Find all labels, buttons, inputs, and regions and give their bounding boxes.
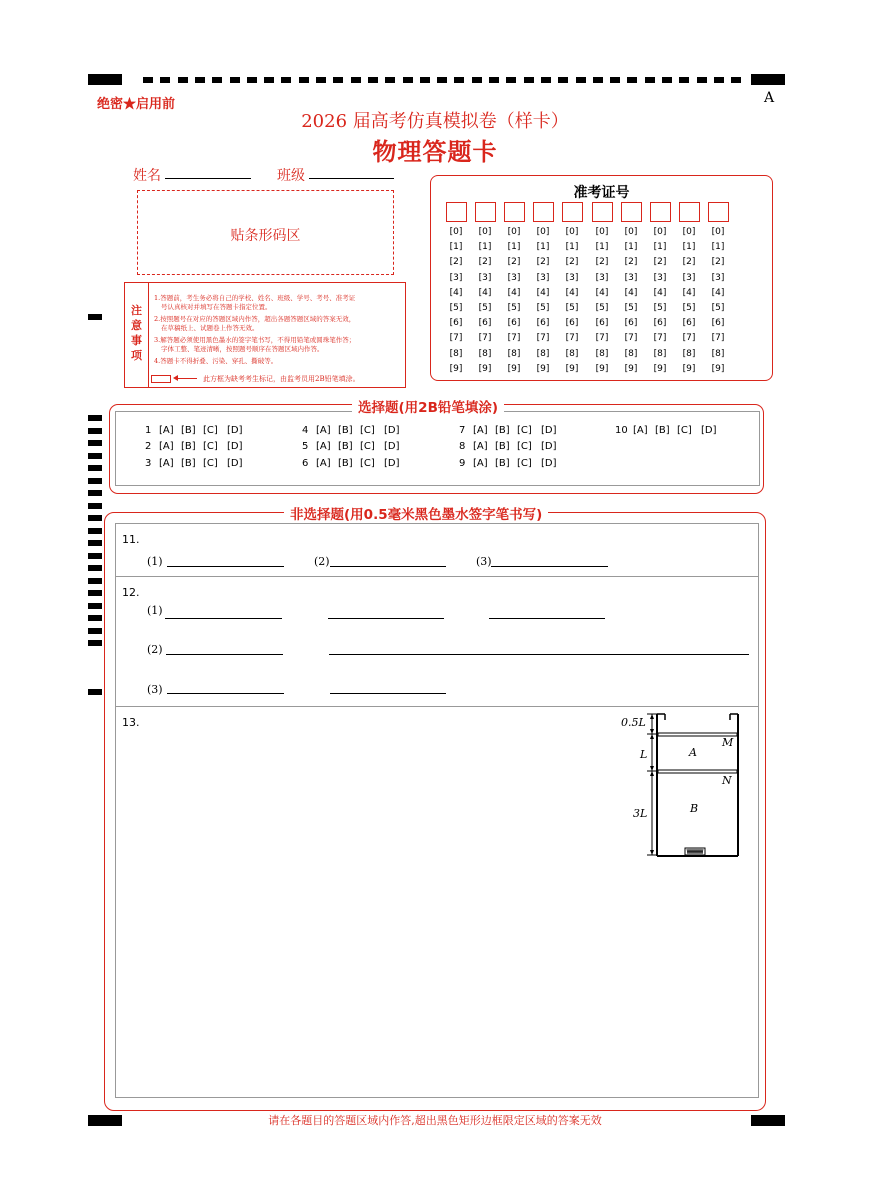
top-timing-mark bbox=[662, 77, 672, 83]
ticket-digit-bubble[interactable]: [8] bbox=[478, 348, 492, 359]
ticket-digit-bubble[interactable]: [2] bbox=[595, 257, 609, 268]
notice-line: 号认真核对并填写在答题卡指定位置。 bbox=[161, 303, 272, 311]
choice-option-bubble[interactable]: [C] bbox=[203, 458, 218, 469]
q12-part-1-answer-c[interactable] bbox=[489, 618, 605, 619]
choice-option-bubble[interactable]: [A] bbox=[473, 425, 488, 436]
choice-option-bubble[interactable]: [A] bbox=[159, 458, 174, 469]
ticket-digit-bubble[interactable]: [1] bbox=[595, 242, 609, 253]
choice-option-bubble[interactable]: [D] bbox=[227, 458, 243, 469]
ticket-digit-bubble[interactable]: [6] bbox=[565, 318, 579, 329]
top-timing-mark bbox=[489, 77, 499, 83]
choice-option-bubble[interactable]: [C] bbox=[203, 441, 218, 452]
ticket-digit-bubble[interactable]: [9] bbox=[653, 363, 667, 374]
ticket-digit-bubble[interactable]: [5] bbox=[507, 303, 521, 313]
ticket-digit-bubble[interactable]: [7] bbox=[624, 333, 638, 344]
choice-question-number: 1 bbox=[145, 425, 152, 436]
top-timing-mark bbox=[679, 77, 689, 83]
ticket-digit-bubble[interactable]: [9] bbox=[478, 363, 492, 374]
ticket-digit-bubble[interactable]: [7] bbox=[507, 333, 521, 344]
notice-heading bbox=[125, 283, 149, 387]
ticket-digit-bubble[interactable]: [3] bbox=[565, 272, 579, 283]
top-timing-mark bbox=[212, 77, 222, 83]
choice-question-number: 3 bbox=[145, 458, 152, 469]
choice-option-bubble[interactable]: [B] bbox=[338, 425, 353, 436]
ticket-digit-bubble[interactable]: [5] bbox=[449, 303, 463, 313]
q12-part-3-answer-a[interactable] bbox=[167, 693, 284, 694]
side-timing-mark bbox=[88, 314, 102, 320]
choice-question-number: 2 bbox=[145, 441, 152, 452]
notice-line: 字体工整、笔迹清晰，按照题号顺序在答题区域内作答。 bbox=[161, 345, 324, 353]
top-timing-mark bbox=[610, 77, 620, 83]
notice-line: 3.解答题必须使用黑色墨水的签字笔书写，不得用铅笔或圆珠笔作答； bbox=[154, 336, 356, 344]
ticket-digit-bubble[interactable]: [3] bbox=[682, 272, 696, 283]
choice-option-bubble[interactable]: [A] bbox=[473, 458, 488, 469]
choice-question-number: 5 bbox=[302, 441, 309, 452]
q11-part-2-label: (2) bbox=[314, 555, 330, 568]
ticket-digit-bubble[interactable]: [2] bbox=[449, 257, 463, 268]
name-field[interactable] bbox=[165, 178, 251, 179]
ticket-digit-bubble[interactable]: [6] bbox=[449, 318, 463, 329]
ticket-digit-bubble[interactable]: [1] bbox=[624, 242, 638, 253]
ticket-digit-bubble[interactable]: [1] bbox=[711, 242, 725, 253]
top-timing-mark bbox=[454, 77, 464, 83]
choice-question-number: 8 bbox=[459, 441, 466, 452]
choice-option-bubble[interactable]: [D] bbox=[227, 425, 243, 436]
q12-part-1-answer-a[interactable] bbox=[165, 618, 282, 619]
top-timing-mark bbox=[420, 77, 430, 83]
ticket-digit-bubble[interactable]: [9] bbox=[595, 363, 609, 374]
ticket-digit-bubble[interactable]: [4] bbox=[449, 287, 463, 298]
top-timing-mark bbox=[437, 77, 447, 83]
choice-question-number: 9 bbox=[459, 458, 466, 469]
side-timing-mark bbox=[88, 628, 102, 634]
footer-warning: 请在各题目的答题区域内作答,超出黑色矩形边框限定区域的答案无效 bbox=[268, 1114, 602, 1127]
class-label: 班级 bbox=[277, 168, 305, 184]
side-timing-mark bbox=[88, 453, 102, 459]
ticket-digit-box[interactable] bbox=[592, 202, 613, 222]
ticket-digit-bubble[interactable]: [8] bbox=[507, 348, 521, 359]
side-timing-mark bbox=[88, 440, 102, 446]
ticket-digit-bubble[interactable]: [6] bbox=[682, 318, 696, 329]
ticket-digit-bubble[interactable]: [8] bbox=[449, 348, 463, 359]
ticket-digit-bubble[interactable]: [2] bbox=[536, 257, 550, 268]
side-timing-mark bbox=[88, 553, 102, 559]
ticket-digit-box[interactable] bbox=[621, 202, 642, 222]
top-timing-mark bbox=[316, 77, 326, 83]
ticket-digit-bubble[interactable]: [4] bbox=[507, 287, 521, 298]
ticket-digit-bubble[interactable]: [2] bbox=[507, 257, 521, 268]
ticket-digit-bubble[interactable]: [2] bbox=[682, 257, 696, 268]
ticket-digit-bubble[interactable]: [6] bbox=[711, 318, 725, 329]
ticket-digit-bubble[interactable]: [2] bbox=[711, 257, 725, 268]
ticket-digit-bubble[interactable]: [8] bbox=[653, 348, 667, 359]
cylinder-diagram bbox=[615, 708, 755, 860]
ticket-digit-bubble[interactable]: [4] bbox=[711, 287, 725, 298]
top-timing-mark bbox=[576, 77, 586, 83]
notice-head-char: 事 bbox=[131, 334, 142, 347]
top-timing-mark bbox=[593, 77, 603, 83]
ticket-digit-bubble[interactable]: [9] bbox=[682, 363, 696, 374]
ticket-digit-bubble[interactable]: [7] bbox=[682, 333, 696, 344]
ticket-digit-bubble[interactable]: [3] bbox=[449, 272, 463, 283]
choice-option-bubble[interactable]: [A] bbox=[159, 441, 174, 452]
ticket-digit-bubble[interactable]: [1] bbox=[653, 242, 667, 253]
choice-option-bubble[interactable]: [B] bbox=[338, 441, 353, 452]
ticket-digit-bubble[interactable]: [9] bbox=[507, 363, 521, 374]
q12-part-2-answer-b[interactable] bbox=[329, 654, 749, 655]
ticket-digit-bubble[interactable]: [0] bbox=[711, 227, 725, 237]
side-timing-mark bbox=[88, 528, 102, 534]
ticket-digit-bubble[interactable]: [8] bbox=[536, 348, 550, 359]
choice-option-bubble[interactable]: [C] bbox=[517, 425, 532, 436]
choice-option-bubble[interactable]: [D] bbox=[384, 425, 400, 436]
choice-option-bubble[interactable]: [B] bbox=[655, 425, 670, 436]
top-timing-mark bbox=[178, 77, 188, 83]
notice-head-char: 注 bbox=[131, 304, 142, 317]
ticket-digit-box[interactable] bbox=[679, 202, 700, 222]
ticket-digit-bubble[interactable]: [0] bbox=[449, 227, 463, 237]
ticket-digit-bubble[interactable]: [1] bbox=[682, 242, 696, 253]
side-timing-mark bbox=[88, 478, 102, 484]
ticket-digit-bubble[interactable]: [9] bbox=[624, 363, 638, 374]
question-divider bbox=[115, 706, 759, 707]
choice-question-number: 6 bbox=[302, 458, 309, 469]
ticket-number-title: 准考证号 bbox=[573, 185, 630, 201]
ticket-digit-bubble[interactable]: [7] bbox=[653, 333, 667, 344]
top-timing-mark bbox=[731, 77, 741, 83]
ticket-digit-bubble[interactable]: [6] bbox=[595, 318, 609, 329]
choice-question-number: 10 bbox=[615, 425, 628, 436]
side-timing-mark bbox=[88, 590, 102, 596]
choice-option-bubble[interactable]: [B] bbox=[181, 441, 196, 452]
choice-option-bubble[interactable]: [D] bbox=[384, 458, 400, 469]
choice-option-bubble[interactable]: [B] bbox=[495, 458, 510, 469]
top-timing-mark bbox=[403, 77, 413, 83]
side-timing-mark bbox=[88, 689, 102, 695]
notice-line: 在草稿纸上、试题卷上作答无效。 bbox=[161, 324, 259, 332]
ticket-digit-bubble[interactable]: [3] bbox=[536, 272, 550, 283]
choice-option-bubble[interactable]: [C] bbox=[360, 425, 375, 436]
q12-part-3-label: (3) bbox=[147, 683, 163, 696]
top-timing-mark bbox=[264, 77, 274, 83]
ticket-digit-bubble[interactable]: [1] bbox=[565, 242, 579, 253]
ticket-digit-bubble[interactable]: [0] bbox=[565, 227, 579, 237]
ticket-digit-bubble[interactable]: [5] bbox=[711, 303, 725, 313]
q12-part-2-answer-a[interactable] bbox=[166, 654, 283, 655]
ticket-digit-bubble[interactable]: [1] bbox=[536, 242, 550, 253]
open-section-title: 非选择题(用0.5毫米黑色墨水签字笔书写) bbox=[284, 503, 548, 523]
ticket-digit-bubble[interactable]: [5] bbox=[624, 303, 638, 313]
choice-option-bubble[interactable]: [A] bbox=[473, 441, 488, 452]
side-timing-mark bbox=[88, 465, 102, 471]
choice-option-bubble[interactable]: [D] bbox=[541, 441, 557, 452]
q12-part-1-answer-b[interactable] bbox=[328, 618, 444, 619]
barcode-label: 贴条形码区 bbox=[230, 228, 301, 244]
ticket-digit-bubble[interactable]: [7] bbox=[711, 333, 725, 344]
ticket-digit-box[interactable] bbox=[533, 202, 554, 222]
ticket-digit-bubble[interactable]: [8] bbox=[565, 348, 579, 359]
ticket-digit-bubble[interactable]: [0] bbox=[653, 227, 667, 237]
ticket-digit-bubble[interactable]: [6] bbox=[653, 318, 667, 329]
notice-head-char: 意 bbox=[131, 319, 142, 332]
absent-note: 此方框为缺考考生标记，由监考员用2B铅笔填涂。 bbox=[203, 375, 360, 383]
top-timing-mark bbox=[351, 77, 361, 83]
choice-option-bubble[interactable]: [B] bbox=[495, 425, 510, 436]
figure-label-bottom: 3L bbox=[633, 807, 648, 820]
q12-part-1-label: (1) bbox=[147, 604, 163, 617]
ticket-digit-bubble[interactable]: [4] bbox=[536, 287, 550, 298]
top-timing-mark bbox=[558, 77, 568, 83]
ticket-digit-bubble[interactable]: [2] bbox=[565, 257, 579, 268]
choice-option-bubble[interactable]: [C] bbox=[360, 458, 375, 469]
side-timing-mark bbox=[88, 615, 102, 621]
choice-option-bubble[interactable]: [D] bbox=[701, 425, 717, 436]
top-timing-mark bbox=[627, 77, 637, 83]
choice-option-bubble[interactable]: [B] bbox=[181, 425, 196, 436]
q11-part-3-label: (3) bbox=[476, 555, 492, 568]
choice-option-bubble[interactable]: [A] bbox=[316, 425, 331, 436]
choice-option-bubble[interactable]: [A] bbox=[159, 425, 174, 436]
ticket-digit-bubble[interactable]: [4] bbox=[595, 287, 609, 298]
side-timing-mark bbox=[88, 503, 102, 509]
ticket-digit-bubble[interactable]: [9] bbox=[449, 363, 463, 374]
notice-line: 1.答题前，考生务必将自己的学校、姓名、班级、学号、考号、准考证 bbox=[154, 294, 356, 302]
side-timing-mark bbox=[88, 428, 102, 434]
ticket-digit-bubble[interactable]: [7] bbox=[536, 333, 550, 344]
ticket-digit-bubble[interactable]: [1] bbox=[449, 242, 463, 253]
choice-option-bubble[interactable]: [D] bbox=[384, 441, 400, 452]
paper-type-letter: A bbox=[764, 90, 775, 106]
ticket-digit-bubble[interactable]: [5] bbox=[565, 303, 579, 313]
top-timing-mark bbox=[385, 77, 395, 83]
ticket-digit-bubble[interactable]: [4] bbox=[653, 287, 667, 298]
ticket-digit-box[interactable] bbox=[446, 202, 467, 222]
ticket-digit-bubble[interactable]: [3] bbox=[653, 272, 667, 283]
ticket-digit-box[interactable] bbox=[708, 202, 729, 222]
ticket-digit-box[interactable] bbox=[504, 202, 525, 222]
ticket-digit-bubble[interactable]: [5] bbox=[595, 303, 609, 313]
ticket-digit-bubble[interactable]: [0] bbox=[507, 227, 521, 237]
figure-label-gas-a: A bbox=[689, 746, 697, 759]
question-12-number: 12. bbox=[122, 586, 140, 599]
choice-option-bubble[interactable]: [B] bbox=[495, 441, 510, 452]
ticket-digit-bubble[interactable]: [0] bbox=[682, 227, 696, 237]
ticket-number-panel bbox=[430, 175, 773, 381]
ticket-digit-bubble[interactable]: [3] bbox=[711, 272, 725, 283]
name-label: 姓名 bbox=[133, 168, 161, 184]
choice-option-bubble[interactable]: [C] bbox=[203, 425, 218, 436]
ticket-digit-bubble[interactable]: [2] bbox=[478, 257, 492, 268]
top-timing-mark bbox=[160, 77, 170, 83]
ticket-digit-bubble[interactable]: [8] bbox=[682, 348, 696, 359]
q12-part-2-label: (2) bbox=[147, 643, 163, 656]
choice-option-bubble[interactable]: [D] bbox=[227, 441, 243, 452]
figure-label-gas-b: B bbox=[690, 802, 699, 815]
top-timing-mark bbox=[333, 77, 343, 83]
q11-part-2-answer[interactable] bbox=[330, 566, 446, 567]
ticket-digit-bubble[interactable]: [1] bbox=[507, 242, 521, 253]
notice-line: 2.按照题号在对应的答题区域内作答，超出各题答题区域的答案无效， bbox=[154, 315, 356, 323]
ticket-digit-bubble[interactable]: [6] bbox=[536, 318, 550, 329]
top-timing-mark bbox=[506, 77, 516, 83]
notice-box bbox=[124, 282, 406, 388]
top-timing-mark bbox=[195, 77, 205, 83]
ticket-digit-bubble[interactable]: [7] bbox=[478, 333, 492, 344]
ticket-digit-bubble[interactable]: [4] bbox=[478, 287, 492, 298]
side-timing-mark bbox=[88, 515, 102, 521]
side-timing-mark bbox=[88, 640, 102, 646]
figure-label-mid: L bbox=[640, 748, 648, 761]
ticket-digit-bubble[interactable]: [8] bbox=[595, 348, 609, 359]
choice-option-bubble[interactable]: [A] bbox=[633, 425, 648, 436]
card-title: 物理答题卡 bbox=[372, 137, 498, 166]
top-timing-mark bbox=[143, 77, 153, 83]
top-timing-mark bbox=[541, 77, 551, 83]
notice-line: 4.答题卡不得折叠、污染、穿孔、撕破等。 bbox=[154, 357, 278, 365]
question-13-number: 13. bbox=[122, 716, 140, 729]
top-timing-mark bbox=[472, 77, 482, 83]
question-11-number: 11. bbox=[122, 533, 140, 546]
top-timing-mark bbox=[714, 77, 724, 83]
ticket-digit-bubble[interactable]: [3] bbox=[595, 272, 609, 283]
side-timing-mark bbox=[88, 578, 102, 584]
arrow-left-icon bbox=[177, 378, 197, 379]
class-field[interactable] bbox=[309, 178, 394, 179]
ticket-digit-bubble[interactable]: [5] bbox=[478, 303, 492, 313]
q11-part-3-answer[interactable] bbox=[491, 566, 608, 567]
ticket-digit-bubble[interactable]: [0] bbox=[624, 227, 638, 237]
ticket-digit-bubble[interactable]: [7] bbox=[565, 333, 579, 344]
top-timing-mark bbox=[368, 77, 378, 83]
top-timing-mark bbox=[247, 77, 257, 83]
figure-label-top: 0.5L bbox=[621, 716, 646, 729]
top-timing-mark bbox=[281, 77, 291, 83]
ticket-digit-bubble[interactable]: [0] bbox=[595, 227, 609, 237]
top-timing-mark bbox=[524, 77, 534, 83]
question-divider bbox=[115, 576, 759, 577]
exam-title: 2026 届高考仿真模拟卷（样卡） bbox=[301, 111, 569, 132]
ticket-digit-bubble[interactable]: [0] bbox=[478, 227, 492, 237]
ticket-digit-bubble[interactable]: [3] bbox=[507, 272, 521, 283]
choice-option-bubble[interactable]: [D] bbox=[541, 425, 557, 436]
ticket-digit-bubble[interactable]: [8] bbox=[711, 348, 725, 359]
ticket-digit-bubble[interactable]: [3] bbox=[624, 272, 638, 283]
ticket-digit-bubble[interactable]: [2] bbox=[624, 257, 638, 268]
ticket-digit-bubble[interactable]: [4] bbox=[682, 287, 696, 298]
choice-option-bubble[interactable]: [B] bbox=[181, 458, 196, 469]
q11-part-1-label: (1) bbox=[147, 555, 163, 568]
choice-option-bubble[interactable]: [C] bbox=[360, 441, 375, 452]
ticket-digit-box[interactable] bbox=[562, 202, 583, 222]
corner-mark bbox=[751, 74, 785, 85]
top-timing-mark bbox=[299, 77, 309, 83]
ticket-digit-bubble[interactable]: [6] bbox=[624, 318, 638, 329]
side-timing-mark bbox=[88, 415, 102, 421]
confidential-label: 绝密★启用前 bbox=[97, 97, 176, 112]
ticket-digit-bubble[interactable]: [9] bbox=[565, 363, 579, 374]
ticket-digit-bubble[interactable]: [1] bbox=[478, 242, 492, 253]
figure-label-piston-n: N bbox=[722, 774, 732, 787]
ticket-digit-bubble[interactable]: [5] bbox=[653, 303, 667, 313]
side-timing-mark bbox=[88, 540, 102, 546]
figure-label-piston-m: M bbox=[722, 736, 734, 749]
top-timing-mark bbox=[697, 77, 707, 83]
choice-option-bubble[interactable]: [A] bbox=[316, 458, 331, 469]
ticket-digit-bubble[interactable]: [3] bbox=[478, 272, 492, 283]
absent-mark-box[interactable] bbox=[151, 375, 171, 383]
choice-section-title: 选择题(用2B铅笔填涂) bbox=[352, 396, 504, 416]
choice-question-number: 4 bbox=[302, 425, 309, 436]
choice-option-bubble[interactable]: [C] bbox=[517, 441, 532, 452]
ticket-digit-bubble[interactable]: [6] bbox=[507, 318, 521, 329]
notice-head-char: 项 bbox=[131, 349, 142, 362]
corner-mark bbox=[88, 74, 122, 85]
side-timing-mark bbox=[88, 565, 102, 571]
q12-part-3-answer-b[interactable] bbox=[330, 693, 446, 694]
ticket-digit-box[interactable] bbox=[475, 202, 496, 222]
ticket-digit-bubble[interactable]: [9] bbox=[536, 363, 550, 374]
ticket-digit-bubble[interactable]: [9] bbox=[711, 363, 725, 374]
choice-option-bubble[interactable]: [C] bbox=[517, 458, 532, 469]
ticket-digit-bubble[interactable]: [6] bbox=[478, 318, 492, 329]
top-timing-mark bbox=[230, 77, 240, 83]
q11-part-1-answer[interactable] bbox=[167, 566, 284, 567]
choice-option-bubble[interactable]: [B] bbox=[338, 458, 353, 469]
ticket-digit-box[interactable] bbox=[650, 202, 671, 222]
ticket-digit-bubble[interactable]: [4] bbox=[624, 287, 638, 298]
choice-option-bubble[interactable]: [D] bbox=[541, 458, 557, 469]
side-timing-mark bbox=[88, 490, 102, 496]
ticket-digit-bubble[interactable]: [7] bbox=[595, 333, 609, 344]
ticket-digit-bubble[interactable]: [5] bbox=[682, 303, 696, 313]
ticket-digit-bubble[interactable]: [0] bbox=[536, 227, 550, 237]
side-timing-mark bbox=[88, 603, 102, 609]
ticket-digit-bubble[interactable]: [7] bbox=[449, 333, 463, 344]
choice-question-number: 7 bbox=[459, 425, 466, 436]
ticket-digit-bubble[interactable]: [8] bbox=[624, 348, 638, 359]
choice-option-bubble[interactable]: [C] bbox=[677, 425, 692, 436]
ticket-digit-bubble[interactable]: [2] bbox=[653, 257, 667, 268]
choice-option-bubble[interactable]: [A] bbox=[316, 441, 331, 452]
ticket-digit-bubble[interactable]: [5] bbox=[536, 303, 550, 313]
top-timing-mark bbox=[645, 77, 655, 83]
ticket-digit-bubble[interactable]: [4] bbox=[565, 287, 579, 298]
